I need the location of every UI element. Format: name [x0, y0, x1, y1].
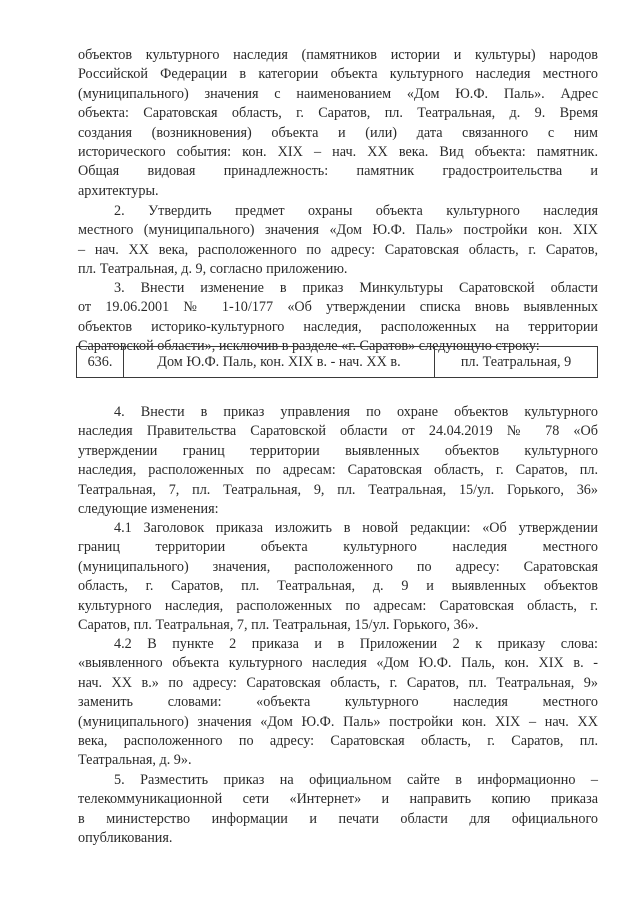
paragraph-4-2 [78, 635, 598, 771]
text-line: нач. XX в.» по адресу: Саратовская область, г. Саратов, пл. Театральная, 9» [78, 674, 598, 691]
text-line: 3. Внести изменение в приказ Минкультуры Саратовской области [114, 280, 598, 296]
text-line: 4. Внести в приказ управления по охране объектов культурного [114, 404, 598, 420]
text-line: (муниципального) значения, расположенного по адресу: Саратовская [78, 558, 598, 575]
text-line: объектов культурного наследия (памятников истории и культуры) народов [78, 47, 598, 63]
text-line: утверждении границ территории выявленных объектов культурного [78, 442, 598, 459]
text-line: заменить словами: «объекта культурного наследия местного [78, 694, 598, 711]
paragraph-4-1 [78, 519, 598, 635]
text-line: наследия Правительства Саратовской области от 24.04.2019 № 78 «Об [78, 423, 598, 440]
text-line: опубликования. [78, 830, 173, 847]
text-line: телекоммуникационной сети «Интернет» и направить копию приказа [78, 791, 598, 808]
object-address-cell: пл. Театральная, 9 [435, 347, 598, 378]
text-line: культурного наследия, расположенных по адресам: Саратовская область, г. [78, 597, 598, 614]
text-line: Саратов, пл. Театральная, 7, пл. Театральная, 15/ул. Горького, 36». [78, 617, 479, 634]
text-line: местного (муниципального) значения «Дом Ю.Ф. Паль» постройки кон. XIX [78, 222, 598, 239]
text-line: пл. Театральная, д. 9, согласно приложению. [78, 261, 348, 278]
text-line: 5. Разместить приказ на официальном сайте в информационно – [114, 772, 598, 788]
paragraph-3 [78, 279, 598, 357]
text-line: объекта: Саратовская область, г. Саратов, пл. Театральная, д. 9. Время [78, 105, 598, 122]
object-name-cell: Дом Ю.Ф. Паль, кон. XIX в. - нач. XX в. [124, 347, 435, 378]
paragraph-2 [78, 202, 598, 280]
text-line: века, расположенного по адресу: Саратовская область, г. Саратов, пл. [78, 733, 598, 750]
text-line: область, г. Саратов, пл. Театральная, д. 9 и выявленных объектов [78, 578, 598, 595]
text-line: архитектуры. [78, 182, 159, 199]
text-line: в министерство информации и печати области для официального [78, 810, 598, 827]
text-line: – нач. XX века, расположенного по адресу: Саратовская область, г. Саратов, [78, 241, 598, 258]
text-line: Российской Федерации в категории объекта культурного наследия местного [78, 66, 598, 83]
table-row [77, 347, 598, 378]
text-line: Театральная, 7, пл. Театральная, 9, пл. Театральная, 15/ул. Горького, 36» [78, 481, 598, 498]
text-line: наследия, расположенных по адресам: Саратовская область, г. Саратов, пл. [78, 462, 598, 479]
text-line: (муниципального) значения с наименованием «Дом Ю.Ф. Паль». Адрес [78, 85, 598, 102]
excluded-object-row [76, 346, 598, 378]
text-line: исторического события: кон. XIX – нач. XX века. Вид объекта: памятник. [78, 144, 598, 161]
text-line: (муниципального) значения «Дом Ю.Ф. Паль» постройки кон. XIX – нач. XX [78, 713, 598, 730]
text-line: границ территории объекта культурного наследия местного [78, 539, 598, 556]
text-line: объектов историко-культурного наследия, расположенных на территории [78, 318, 598, 335]
paragraph-4 [78, 403, 598, 519]
text-line: 4.1 Заголовок приказа изложить в новой редакции: «Об утверждении [114, 520, 598, 536]
text-line: 4.2 В пункте 2 приказа и в Приложении 2 к приказу слова: [114, 636, 598, 652]
text-line: Театральная, д. 9». [78, 752, 192, 769]
text-line: следующие изменения: [78, 501, 219, 518]
text-line: создания (возникновения) объекта и (или) дата связанного с ним [78, 124, 598, 141]
text-line: от 19.06.2001 № 1-10/177 «Об утверждении списка вновь выявленных [78, 299, 598, 316]
paragraph-1-continuation [78, 46, 598, 201]
text-line: Саратовской области», исключив в разделе «г. Саратов» следующую строку: [78, 338, 540, 355]
paragraph-5 [78, 771, 598, 849]
text-line: 2. Утвердить предмет охраны объекта культурного наследия [114, 203, 598, 219]
row-number-cell: 636. [77, 347, 124, 378]
text-line: «выявленного объекта культурного наследия «Дом Ю.Ф. Паль, кон. XIX в. - [78, 655, 598, 672]
text-line: Общая видовая принадлежность: памятник градостроительства и [78, 163, 598, 180]
